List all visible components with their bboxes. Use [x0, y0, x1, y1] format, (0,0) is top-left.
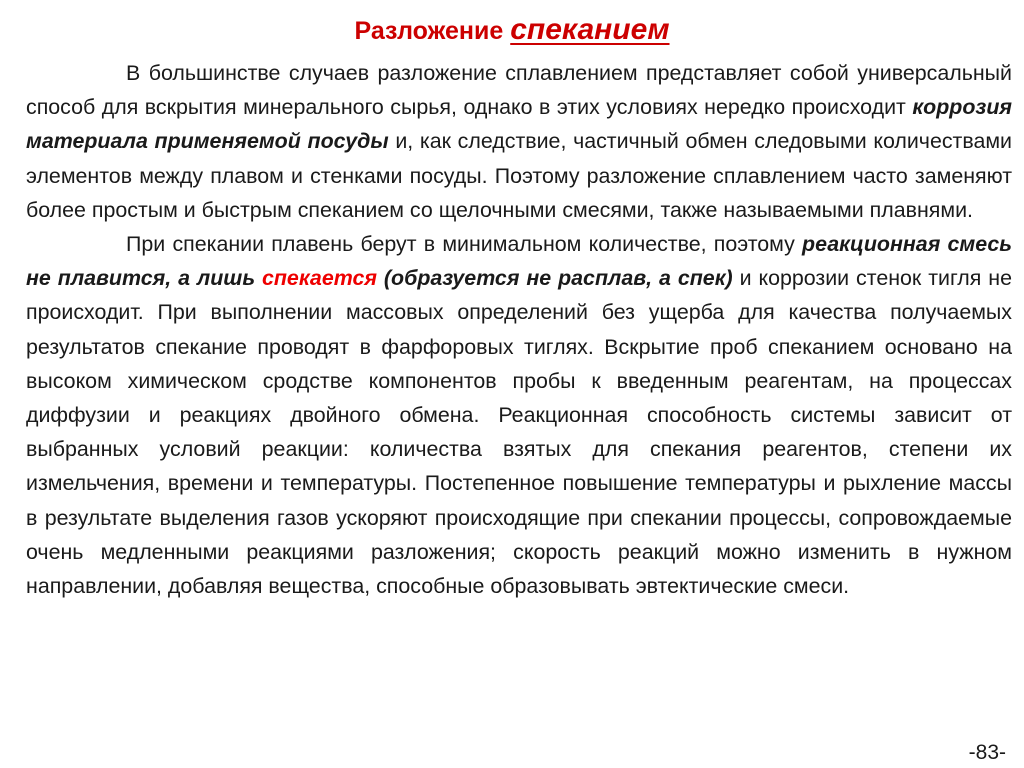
title-part-emphasis: спеканием	[510, 13, 670, 46]
document-body	[26, 56, 1012, 603]
paragraph-1-text-1: В большинстве случаев разложение сплавлением представляет собой универсальный способ для вскрытия минерального сырья, однако в этих условиях нередко происходит	[26, 61, 1012, 120]
paragraph-1-text-2: и, как следствие, частичный обмен следовыми количествами элементов между плавом и стенками посуды. Поэтому разложение сплавлением часто заменяют более простым и быстрым спеканием со щелочными смесями, также называемыми плавнями.	[26, 129, 1013, 222]
page-number: -83-	[968, 741, 1006, 764]
paragraph-2-emphasis-1: реакционная смесь не плавится, а лишь	[26, 232, 1012, 291]
paragraph-1	[26, 56, 1012, 227]
paragraph-2-text-2: и коррозии стенок тигля не происходит. При выполнении массовых определений без ущерба для качества получаемых результатов спекание проводят в фарфоровых тиглях. Вскрытие проб спеканием основано на высоком химическом сродстве компонентов пробы к введенным реагентам, на процессах диффузии и реакциях двойного обмена. Реакционная способность системы зависит от выбранных условий реакции: количества взятых для спекания реагентов, степени их измельчения, времени и температуры. Постепенное повышение температуры и рыхление массы в результате выделения газов ускоряют происходящие при спекании процессы, сопровождаемые очень медленными реакциями разложения; скорость реакций можно изменить в нужном направлении, добавляя вещества, способные образовывать эвтектические смеси.	[26, 266, 1012, 599]
title-part-plain: Разложение	[354, 17, 511, 45]
paragraph-2-emphasis-red: спекается	[261, 266, 377, 291]
paragraph-2-text-1: При спекании плавень берут в минимальном количестве, поэтому	[126, 232, 803, 257]
paragraph-1-emphasis: коррозия материала применяемой посуды	[26, 95, 1012, 154]
paragraph-2-emphasis-2: (образуется не расплав, а спек)	[376, 266, 733, 291]
page-title	[0, 10, 1024, 51]
paragraph-2	[26, 227, 1012, 603]
